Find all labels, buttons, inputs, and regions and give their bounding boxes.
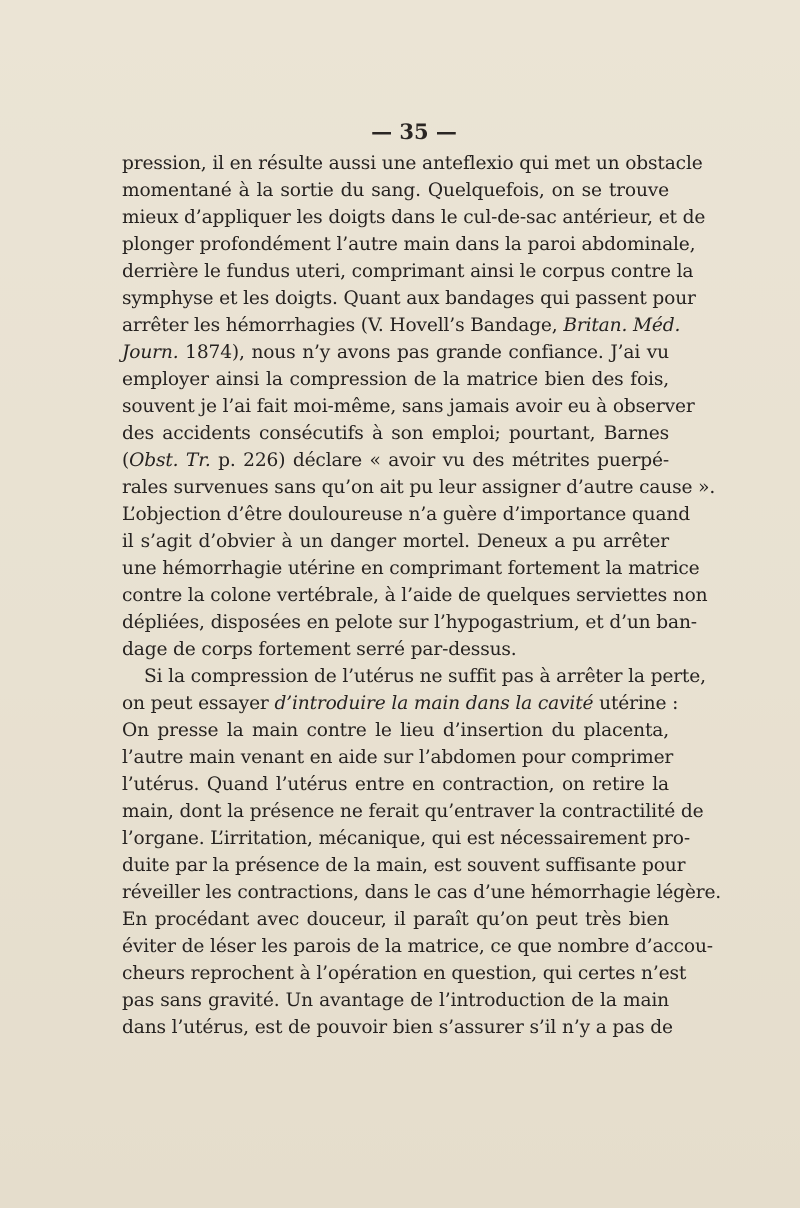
text-line xyxy=(122,555,700,582)
line-text: l’autre main venant en aide sur l’abdomen pour comprimer xyxy=(122,747,674,768)
text-line xyxy=(122,825,690,852)
line-text: l’organe. L’irritation, mécanique, qui est nécessairement pro- xyxy=(122,828,690,849)
page-number: — 35 — xyxy=(371,119,457,144)
text-line xyxy=(122,501,690,528)
line-text: plonger profondément l’autre main dans la paroi abdominale, xyxy=(122,234,696,255)
text-line xyxy=(122,663,706,690)
text-line xyxy=(122,690,679,717)
text-line xyxy=(122,933,713,960)
line-text: l’utérus. Quand l’utérus entre en contraction, on retire la xyxy=(122,774,669,795)
text-line xyxy=(122,1014,673,1041)
text-line xyxy=(122,231,696,258)
text-line xyxy=(122,150,703,177)
text-line xyxy=(122,366,669,393)
body-text xyxy=(122,150,722,1041)
line-text: contre la colone vertébrale, à l’aide de quelques serviettes non xyxy=(122,585,708,606)
line-text: mieux d’appliquer les doigts dans le cul-de-sac antérieur, et de xyxy=(122,207,706,228)
text-line xyxy=(122,474,716,501)
italic-text: Journ. xyxy=(122,342,179,363)
text-line xyxy=(122,798,704,825)
text-line xyxy=(122,312,681,339)
line-text: on peut essayer xyxy=(122,693,275,714)
text-line xyxy=(122,285,696,312)
text-line xyxy=(122,204,706,231)
line-text: L’objection d’être douloureuse n’a guère d’importance quand xyxy=(122,504,690,525)
text-line xyxy=(122,528,669,555)
line-text: pas sans gravité. Un avantage de l’introduction de la main xyxy=(122,990,669,1011)
text-line xyxy=(122,744,674,771)
line-text: utérine : xyxy=(593,693,679,714)
line-text: dépliées, disposées en pelote sur l’hypogastrium, et d’un ban- xyxy=(122,612,697,633)
text-line xyxy=(122,960,687,987)
line-text: éviter de léser les parois de la matrice, ce que nombre d’accou- xyxy=(122,936,713,957)
text-line xyxy=(122,906,669,933)
line-text: momentané à la sortie du sang. Quelquefois, on se trouve xyxy=(122,180,669,201)
text-line xyxy=(122,609,697,636)
line-text: En procédant avec douceur, il paraît qu’on peut très bien xyxy=(122,909,669,930)
italic-text: d’introduire la main dans la cavité xyxy=(274,693,594,714)
line-text: main, dont la présence ne ferait qu’entraver la contractilité de xyxy=(122,801,704,822)
line-text: ( xyxy=(122,450,130,471)
text-line xyxy=(122,177,669,204)
line-text: dans l’utérus, est de pouvoir bien s’assurer s’il n’y a pas de xyxy=(122,1017,673,1038)
text-line xyxy=(122,717,669,744)
line-text: réveiller les contractions, dans le cas d’une hémorrhagie légère. xyxy=(122,882,722,903)
text-line xyxy=(122,258,694,285)
line-text: cheurs reprochent à l’opération en question, qui certes n’est xyxy=(122,963,687,984)
line-text: employer ainsi la compression de la matrice bien des fois, xyxy=(122,369,669,390)
line-text: une hémorrhagie utérine en comprimant fortement la matrice xyxy=(122,558,700,579)
italic-text: Obst. Tr. xyxy=(129,450,211,471)
line-text: p. 226) déclare « avoir vu des métrites puerpé- xyxy=(210,450,670,471)
line-text: rales survenues sans qu’on ait pu leur assigner d’autre cause ». xyxy=(122,477,716,498)
line-text: symphyse et les doigts. Quant aux bandages qui passent pour xyxy=(122,288,696,309)
line-text: souvent je l’ai fait moi-même, sans jamais avoir eu à observer xyxy=(122,396,695,417)
line-text: il s’agit d’obvier à un danger mortel. Deneux a pu arrêter xyxy=(122,531,669,552)
text-line xyxy=(122,852,686,879)
line-text: Si la compression de l’utérus ne suffit pas à arrêter la perte, xyxy=(144,666,706,687)
line-text: 1874), nous n’y avons pas grande confiance. J’ai vu xyxy=(178,342,669,363)
italic-text: Britan. Méd. xyxy=(563,315,681,336)
line-text: des accidents consécutifs à son emploi; pourtant, Barnes xyxy=(122,423,669,444)
line-text: derrière le fundus uteri, comprimant ainsi le corpus contre la xyxy=(122,261,694,282)
line-text: dage de corps fortement serré par-dessus. xyxy=(122,639,517,660)
line-text: pression, il en résulte aussi une anteflexio qui met un obstacle xyxy=(122,153,703,174)
text-line xyxy=(122,420,669,447)
line-text: duite par la présence de la main, est souvent suffisante pour xyxy=(122,855,686,876)
text-line xyxy=(122,582,708,609)
line-text: arrêter les hémorrhagies (V. Hovell’s Bandage, xyxy=(122,315,564,336)
text-line xyxy=(122,339,669,366)
text-line xyxy=(122,879,722,906)
text-line xyxy=(122,771,669,798)
text-line xyxy=(122,636,669,663)
text-line xyxy=(122,987,669,1014)
text-line xyxy=(122,393,695,420)
line-text: On presse la main contre le lieu d’insertion du placenta, xyxy=(122,720,669,741)
text-line xyxy=(122,447,669,474)
